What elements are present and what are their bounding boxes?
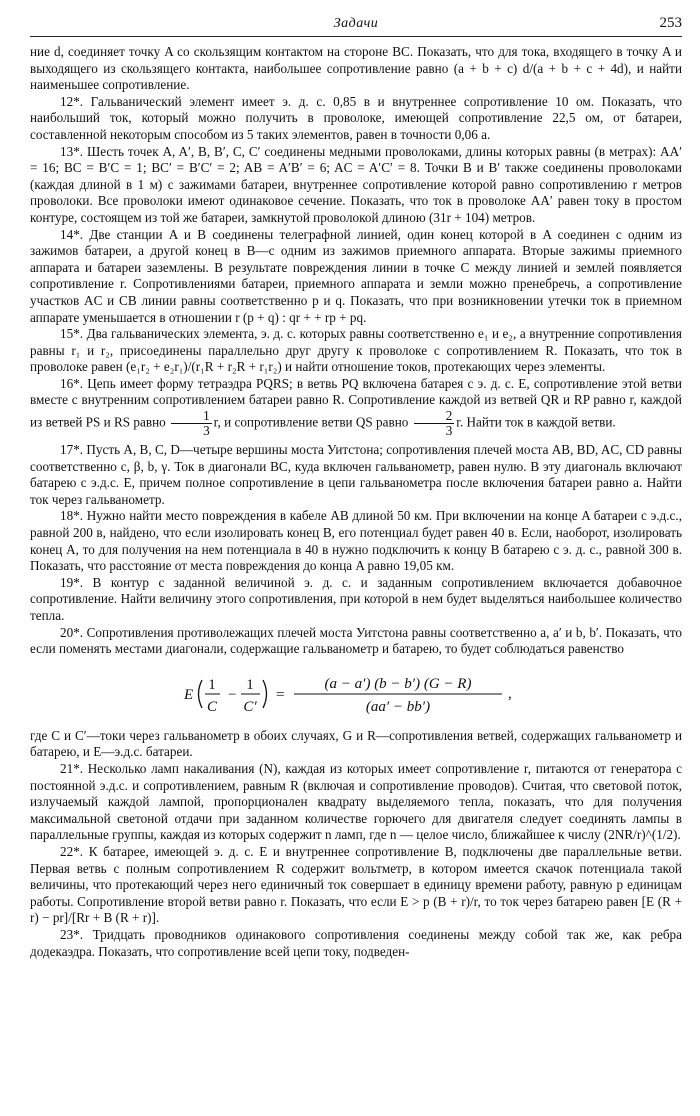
problem-15: 15*. Два гальванических элемента, э. д. с. которых равны соответственно e₁ и e₂, а внутренние сопротивления равны r₁ и r₂, присоединены параллельно друг другу к проволоке с сопротивлением R. Показать, что ток в проволоке равен (e₁r₂ + e₂r₁)/(r₁R + r₂R + r₁r₂) и найти отношение токов, протекающих через элементы.	[30, 326, 682, 375]
problem-14: 14*. Две станции A и B соединены телеграфной линией, один конец которой в A соединен с одним из зажимов батареи, а другой конец в B—с одним из зажимов приемного аппарата. Вторые зажимы приемного аппарата и батареи заземлены. В результате повреждения линии в точке C между линией и землей появляется сопротивление r. Сопротивлениями батареи, приемного аппарата и земли можно пренебречь, а сопротивление участков AC и CB линии равны соответственно p и q. Показать, что при возникновении утечки ток в приемном аппарате уменьшается в отношении r (p + q) : qr + + rp + pq.	[30, 226, 682, 325]
eq-rhs-num: (a − a′) (b − b′) (G − R)	[324, 675, 472, 692]
frac-den: 3	[203, 423, 210, 439]
problem-18: 18*. Нужно найти место повреждения в кабеле AB длиной 50 км. При включении на конце A батареи с э.д.с., равной 200 в, найдено, что если изолировать конец B, его потенциал будет равен 40 в. Если, наоборот, изолировать конец A, то для получения на нем потенциала в 40 в нужно подключить к концу B батарею с э. д. с., равной 300 в. Показать, что расстояние от места повреждения до конца A равно 19,05 км.	[30, 508, 682, 574]
left-paren	[199, 680, 203, 708]
problem-12: 12*. Гальванический элемент имеет э. д. с. 0,85 в и внутреннее сопротивление 10 ом. Показать, что наибольший ток, который можно получить в проволоке, имеющей сопротивление 22,5 ом, от батареи, составленной некоторым способом из 5 таких элементов, равен в точности 0,06 а.	[30, 93, 682, 142]
problem-21: 21*. Несколько ламп накаливания (N), каждая из которых имеет сопротивление r, питаются от генератора с постоянной э.д.с. и сопротивлением, равным R (включая и сопротивление проводов). Считая, что световой поток, излучаемый каждой лампой, пропорционален квадрату выделяемого тепла, показать, что для получения максимальной светоной отдачи при заданном количестве горючего для двигателя следует соединять лампы в параллельные группы, каждая из которых содержит n ламп, где n — целое число, ближайшее к числу (2NR/r)^(1/2).	[30, 760, 682, 843]
problem-16-end: r. Найти ток в каждой ветви.	[456, 414, 616, 430]
frac-num: 2	[414, 409, 455, 424]
eq-trail: ,	[508, 685, 512, 702]
eq-equals: =	[276, 686, 285, 703]
problem-20: 20*. Сопротивления противолежащих плечей моста Уитстона равны соответственно a, a′ и b, b′. Показать, что если поменять местами диагонали, содержащие гальванометр и батарею, то будет соблюдаться равенство	[30, 624, 682, 657]
eq-f2-num: 1	[246, 676, 254, 693]
header-title: Задачи	[333, 16, 379, 31]
problem-13: 13*. Шесть точек A, A′, B, B′, C, C′ соединены медными проволоками, длины которых равны (в метрах): AA′ = 16; BC = B′C = 1; BC′ = B′C′ = 2; AB = A′B′ = 6; AC = A′C′ = 8. Точки B и B′ также соединены проволоками (каждая длиной в 1 м) с зажимами батареи, внутреннее сопротивление которой равно сопротивлению r метров проволоки. Все проволоки имеют одинаковое сечение. Показать, что ток в проволоке AA′ равен току в простом контуре, состоящем из той же батареи, замкнутой проволокой длиною (31r + 104) метров.	[30, 143, 682, 225]
problem-23: 23*. Тридцать проводников одинакового сопротивления соединены между собой так же, как ребра додекаэдра. Показать, что сопротивление всей цепи току, подведен-	[30, 926, 682, 959]
problem-20-continued: где C и C′—токи через гальванометр в обоих случаях, G и R—сопротивления ветвей, содержащих гальванометр и батарею, и E—э.д.с. батареи.	[30, 727, 682, 760]
running-header	[30, 14, 682, 37]
problem-19: 19*. В контур с заданной величиной э. д. с. и заданным сопротивлением включается добавочное сопротивление. Найти величину этого сопротивления, при которой в нем будет выделяться наибольшее количество тепла.	[30, 574, 682, 623]
text-body	[30, 44, 682, 960]
paragraph-11-tail: ние d, соединяет точку A со скользящим контактом на стороне BC. Показать, что для тока, входящего в точку A и выходящего из скользящего контакта, наибольшее сопротивление равно (a + b + c) d/(a + b + c + 4d), и найти наименьшее сопротивление.	[30, 44, 682, 93]
fraction-two-thirds	[414, 409, 455, 438]
eq-f1-den: C	[206, 698, 218, 715]
problem-17: 17*. Пусть A, B, C, D—четыре вершины моста Уитстона; сопротивления плечей моста AB, BD, AC, CD равны соответственно c, β, b, γ. Ток в диагонали BC, куда включен гальванометр, равен нулю. В эту диагональ включают батарею с э.д.с. E, причем полное сопротивление в цепи гальванометра после включения батареи равно a. Найти ток через гальванометр.	[30, 442, 682, 507]
frac-num: 1	[171, 409, 212, 424]
equation-svg	[176, 668, 536, 720]
page-number: 253	[659, 15, 682, 31]
problem-22: 22*. К батарее, имеющей э. д. с. E и внутреннее сопротивление B, подключены две параллельные ветви. Первая ветвь с полным сопротивлением R содержит вольтметр, в котором имеется скачок потенциала такой величины, что протекающий через него единичный ток совершает в единицу времени работу, равную p единицам работы. Сопротивление второй ветви равно r. Показать, что если E > p (B + r)/r, то ток через батарею равен [E (R + r) − pr]/[Rr + B (R + r)].	[30, 843, 682, 926]
eq-minus: −	[228, 686, 237, 703]
right-paren	[263, 680, 267, 708]
eq-E: E	[184, 686, 194, 703]
fraction-one-third	[171, 409, 212, 438]
eq-f1-num: 1	[208, 676, 216, 693]
equation-block	[30, 668, 682, 720]
frac-den: 3	[445, 423, 453, 439]
problem-16-mid: r, и сопротивление ветви QS равно	[213, 414, 409, 430]
problem-16-text: 16*. Цепь имеет форму тетраэдра PQRS; в ветвь PQ включена батарея с э. д. с. E, сопротивление этой ветви вместе с внутренним сопротивлением батареи равно R. Сопротивление каждой из ветвей QR и RP равно r, каждой из ветвей PS и RS равно	[30, 375, 682, 430]
eq-f2-den: C′	[243, 698, 257, 715]
eq-rhs-den: (aa′ − bb′)	[365, 698, 431, 715]
problem-16	[30, 376, 682, 438]
